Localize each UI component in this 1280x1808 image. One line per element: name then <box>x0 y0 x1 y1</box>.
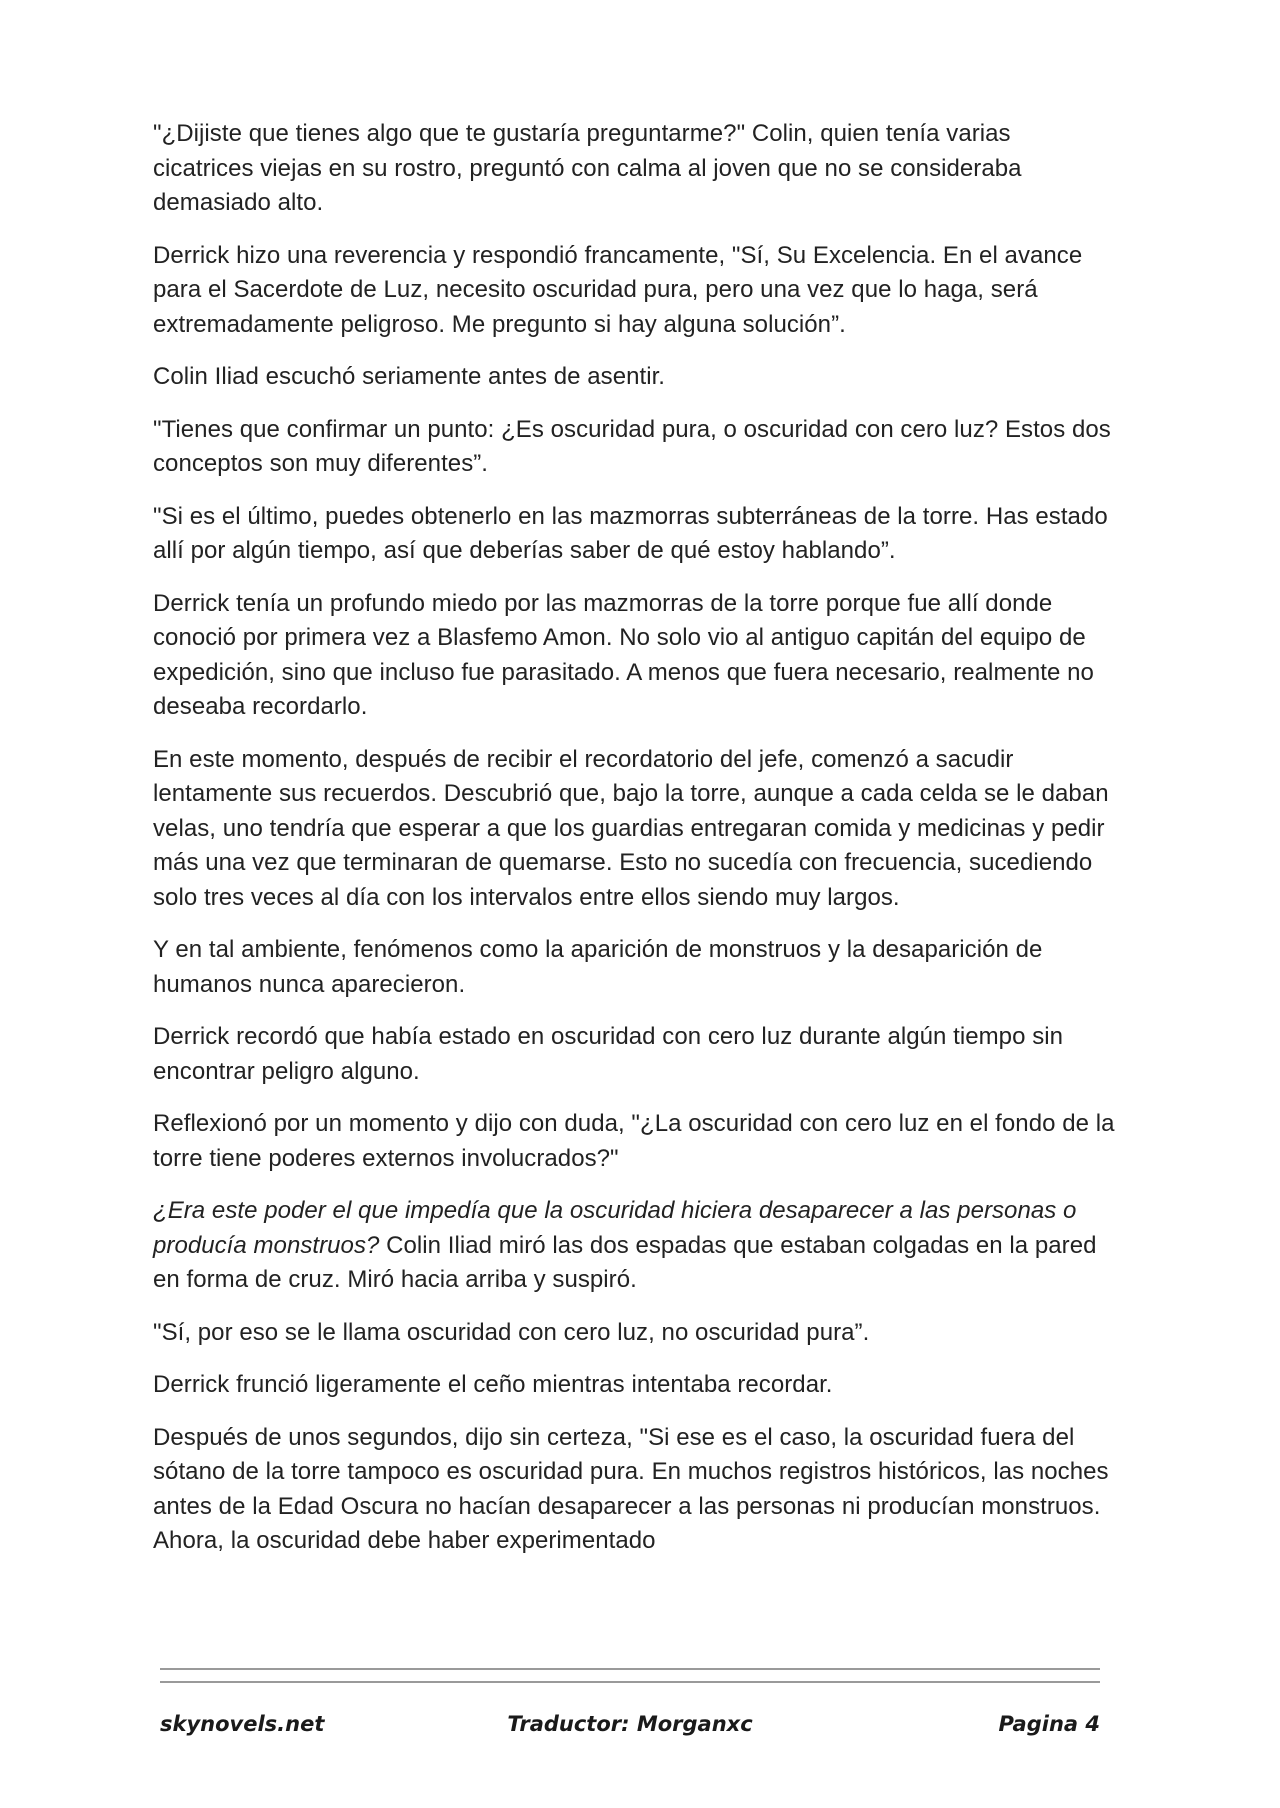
paragraph-11 <box>153 1194 1115 1298</box>
footer-translator: Traductor: Morganxc <box>507 1712 753 1736</box>
paragraph-11-italic: ¿Era este poder el que impedía que la oscuridad hiciera desaparecer a las personas o producía monstruos? <box>153 1197 1077 1259</box>
paragraph-4: "Tienes que confirmar un punto: ¿Es oscuridad pura, o oscuridad con cero luz? Estos dos conceptos son muy diferentes”. <box>153 415 1111 477</box>
paragraph-11-rest: Colin Iliad miró las dos espadas que estaban colgadas en la pared en forma de cruz. Miró hacia arriba y suspiró. <box>153 1231 1097 1293</box>
document-body <box>153 117 1115 1577</box>
paragraph-13: Derrick frunció ligeramente el ceño mientras intentaba recordar. <box>153 1371 833 1398</box>
paragraph-3: Colin Iliad escuchó seriamente antes de asentir. <box>153 363 666 390</box>
footer-divider <box>160 1668 1100 1694</box>
footer-rule-bottom <box>160 1681 1100 1683</box>
paragraph-1: "¿Dijiste que tienes algo que te gustaría preguntarme?" Colin, quien tenía varias cicatrices viejas en su rostro, preguntó con calma al joven que no se consideraba demasiado alto. <box>153 120 1022 216</box>
page-footer <box>160 1712 1100 1748</box>
paragraph-6: Derrick tenía un profundo miedo por las mazmorras de la torre porque fue allí donde conoció por primera vez a Blasfemo Amon. No solo vio al antiguo capitán del equipo de expedición, sino que incluso fue parasitado. A menos que fuera necesario, realmente no deseaba recordarlo. <box>153 589 1094 720</box>
paragraph-12: "Sí, por eso se le llama oscuridad con cero luz, no oscuridad pura”. <box>153 1318 870 1346</box>
footer-site: skynovels.net <box>160 1712 325 1736</box>
footer-page-number: Pagina 4 <box>998 1712 1100 1736</box>
paragraph-14: Después de unos segundos, dijo sin certeza, "Si ese es el caso, la oscuridad fuera del sótano de la torre tampoco es oscuridad pura. En muchos registros históricos, las noches antes de la Edad Oscura no hacían desaparecer a las personas ni producían monstruos. Ahora, la oscuridad debe haber experimentado <box>153 1423 1109 1554</box>
footer-rule-top <box>160 1668 1100 1670</box>
paragraph-7: En este momento, después de recibir el recordatorio del jefe, comenzó a sacudir lentamente sus recuerdos. Descubrió que, bajo la torre, aunque a cada celda se le daban velas, uno tendría que esperar a que los guardias entregaran comida y medicinas y pedir más una vez que terminaran de quemarse. Esto no sucedía con frecuencia, sucediendo solo tres veces al día con los intervalos entre ellos siendo muy largos. <box>153 745 1109 911</box>
paragraph-8: Y en tal ambiente, fenómenos como la aparición de monstruos y la desaparición de humanos nunca aparecieron. <box>153 936 1043 998</box>
paragraph-5: "Si es el último, puedes obtenerlo en las mazmorras subterráneas de la torre. Has estado allí por algún tiempo, así que deberías saber de qué estoy hablando”. <box>153 502 1108 564</box>
paragraph-2: Derrick hizo una reverencia y respondió francamente, "Sí, Su Excelencia. En el avance para el Sacerdote de Luz, necesito oscuridad pura, pero una vez que lo haga, será extremadamente peligroso. Me pregunto si hay alguna solución”. <box>153 241 1083 338</box>
paragraph-10: Reflexionó por un momento y dijo con duda, "¿La oscuridad con cero luz en el fondo de la torre tiene poderes externos involucrados?" <box>153 1110 1115 1172</box>
paragraph-9: Derrick recordó que había estado en oscuridad con cero luz durante algún tiempo sin encontrar peligro alguno. <box>153 1023 1064 1085</box>
